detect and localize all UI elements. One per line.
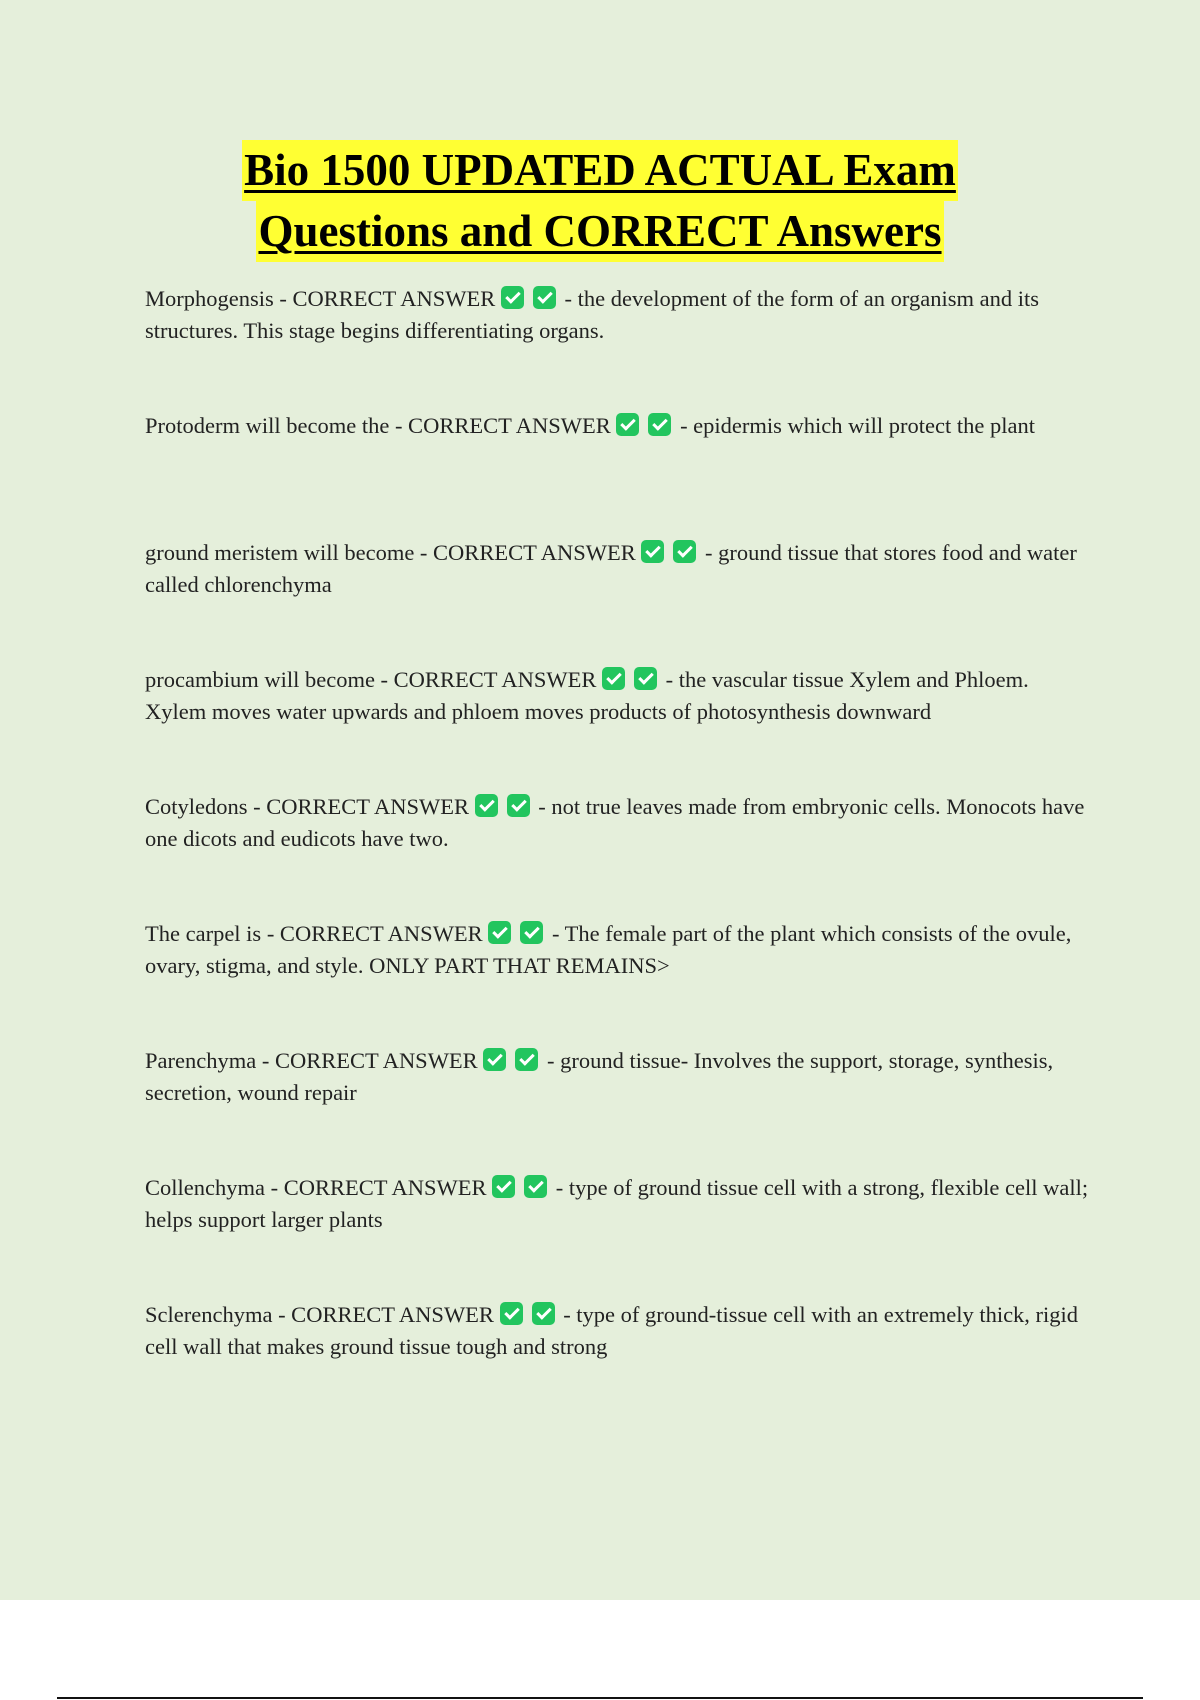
question-text: ground meristem will become - CORRECT ANSWER xyxy=(145,540,636,565)
qa-entry-ground-meristem xyxy=(145,537,1090,664)
qa-entry-morphogensis xyxy=(145,283,1090,410)
check-mark-icon xyxy=(515,1048,538,1071)
check-mark-icon xyxy=(648,413,671,436)
answer-text: - epidermis which will protect the plant xyxy=(680,413,1035,438)
check-mark-icon xyxy=(475,794,498,817)
check-mark-icon xyxy=(602,667,625,690)
answer-text: - the vascular tissue Xylem and Phloem. Xylem moves water upwards and phloem moves products of photosynthesis downward xyxy=(145,667,1029,724)
check-mark-icon xyxy=(616,413,639,436)
answer-text: - type of ground-tissue cell with an extremely thick, rigid cell wall that makes ground tissue tough and strong xyxy=(145,1302,1079,1359)
title-line-2: Questions and CORRECT Answers xyxy=(256,201,943,262)
check-mark-icon xyxy=(492,1175,515,1198)
footer-divider xyxy=(57,1697,1143,1699)
qa-entry-cotyledons xyxy=(145,791,1090,918)
check-mark-icon xyxy=(533,286,556,309)
question-text: Sclerenchyma - CORRECT ANSWER xyxy=(145,1302,494,1327)
answer-text: - type of ground tissue cell with a strong, flexible cell wall; helps support larger plants xyxy=(145,1175,1089,1232)
check-mark-icon xyxy=(673,540,696,563)
question-text: Collenchyma - CORRECT ANSWER xyxy=(145,1175,487,1200)
check-mark-icon xyxy=(634,667,657,690)
check-mark-icon xyxy=(501,286,524,309)
question-text: Morphogensis - CORRECT ANSWER xyxy=(145,286,496,311)
check-mark-icon xyxy=(520,921,543,944)
check-mark-icon xyxy=(483,1048,506,1071)
answer-text: - the development of the form of an organism and its structures. This stage begins differentiating organs. xyxy=(145,286,1039,343)
question-text: The carpel is - CORRECT ANSWER xyxy=(145,921,483,946)
answer-text: - ground tissue that stores food and water called chlorenchyma xyxy=(145,540,1077,597)
answer-text: - not true leaves made from embryonic cells. Monocots have one dicots and eudicots have two. xyxy=(145,794,1085,851)
qa-entry-protoderm xyxy=(145,410,1090,537)
check-mark-icon xyxy=(507,794,530,817)
qa-entry-carpel xyxy=(145,918,1090,1045)
qa-entry-parenchyma xyxy=(145,1045,1090,1172)
title-line-1: Bio 1500 UPDATED ACTUAL Exam xyxy=(242,140,958,201)
question-text: Cotyledons - CORRECT ANSWER xyxy=(145,794,469,819)
answer-text: - The female part of the plant which consists of the ovule, ovary, stigma, and style. ONLY PART THAT REMAINS> xyxy=(145,921,1072,978)
qa-entry-procambium xyxy=(145,664,1090,791)
check-mark-icon xyxy=(500,1302,523,1325)
check-mark-icon xyxy=(641,540,664,563)
check-mark-icon xyxy=(524,1175,547,1198)
answer-text: - ground tissue- Involves the support, storage, synthesis, secretion, wound repair xyxy=(145,1048,1054,1105)
question-text: procambium will become - CORRECT ANSWER xyxy=(145,667,597,692)
qa-entry-collenchyma xyxy=(145,1172,1090,1299)
qa-entry-sclerenchyma xyxy=(145,1299,1090,1426)
document-title xyxy=(0,140,1200,262)
question-text: Parenchyma - CORRECT ANSWER xyxy=(145,1048,478,1073)
check-mark-icon xyxy=(488,921,511,944)
question-text: Protoderm will become the - CORRECT ANSWER xyxy=(145,413,611,438)
qa-list xyxy=(145,283,1090,1426)
check-mark-icon xyxy=(532,1302,555,1325)
